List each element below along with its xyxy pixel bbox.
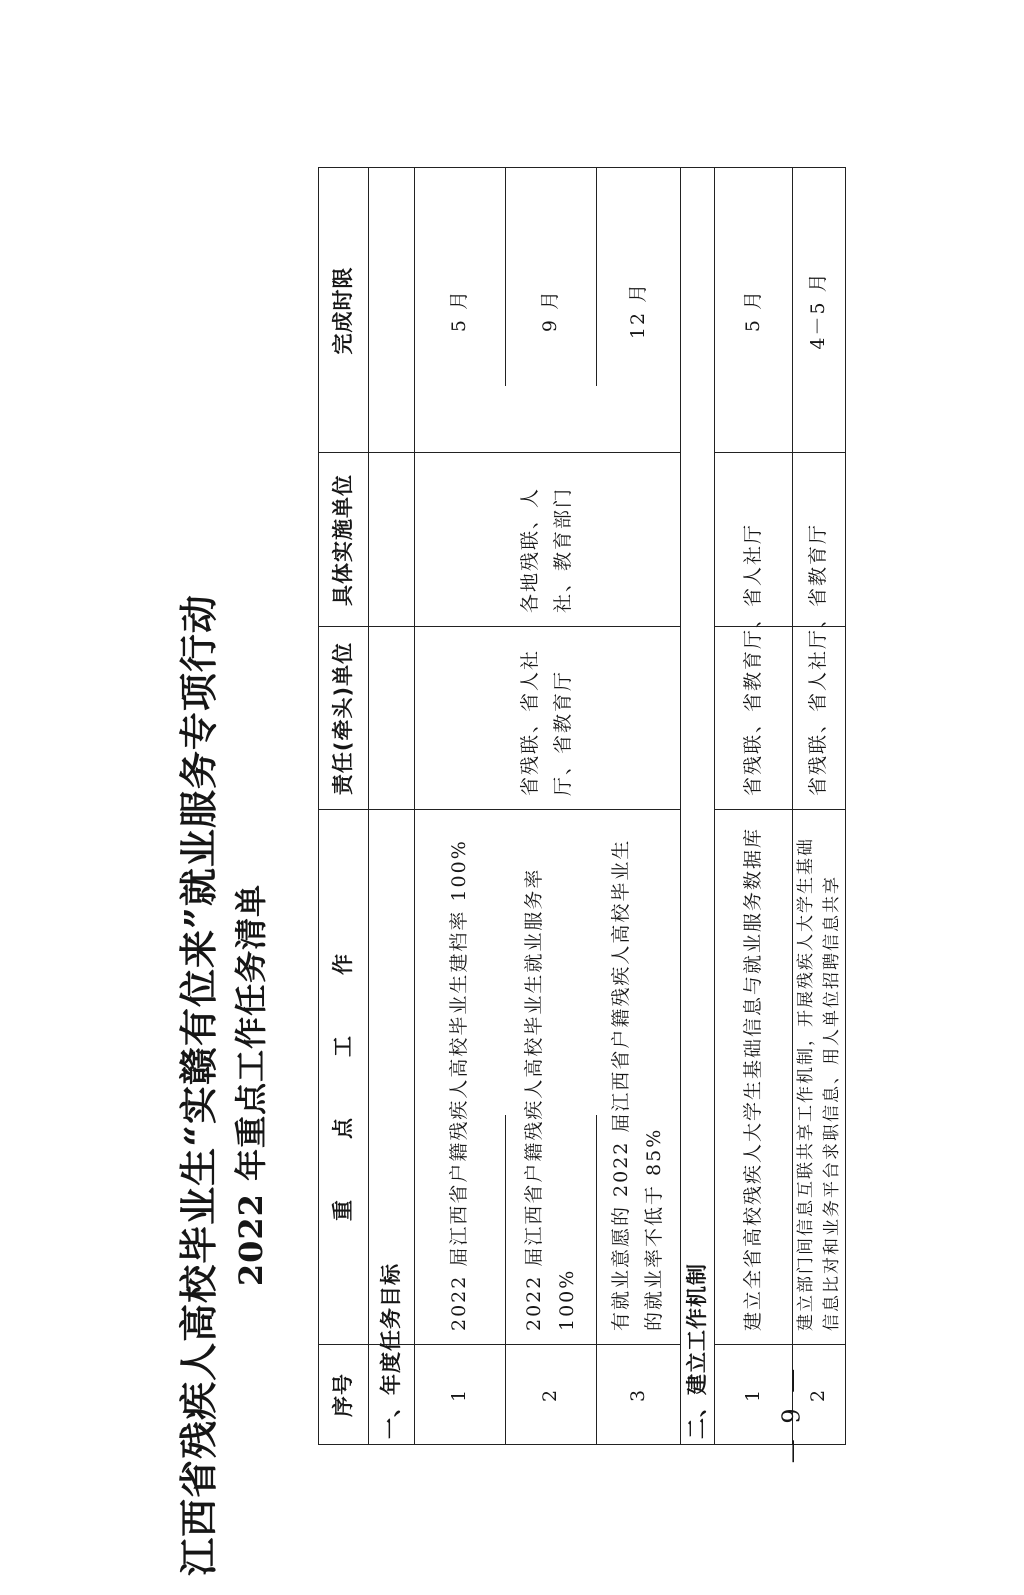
row-deadline: 12 月	[626, 281, 649, 340]
header-seq: 序号	[330, 1373, 355, 1417]
row-deadline: 4－5 月	[807, 271, 829, 350]
row-deadline: 9 月	[539, 288, 561, 333]
document-subtitle: 2022 年重点工作任务清单	[232, 883, 270, 1287]
row-lead-unit: 省残联、省人社厅、省教育厅	[807, 522, 829, 796]
row-work: 建立部门间信息互联共享工作机制，开展残疾人大学生基础信息比对和业务平台求职信息、用人单位招聘信息共享	[795, 837, 842, 1331]
header-work: 重 点 工 作	[330, 934, 355, 1221]
page-number: — 9 —	[777, 1364, 806, 1464]
row-seq: 1	[448, 1387, 470, 1403]
row-work: 有就业意愿的 2022 届江西省户籍残疾人高校毕业生的就业率不低于 85%	[610, 838, 665, 1331]
header-lead-unit: 责任(牵头)单位	[330, 641, 355, 796]
row-lead-unit: 省残联、省教育厅、省人社厅	[741, 522, 764, 796]
section-title: 一、年度任务目标	[378, 1263, 403, 1439]
rotated-table-sheet	[176, 168, 846, 1576]
row-seq: 1	[741, 1387, 764, 1403]
row-seq: 2	[807, 1387, 829, 1403]
row-deadline: 5 月	[741, 288, 764, 333]
table-border-bottom	[845, 168, 846, 1445]
section-title: 二、建立工作机制	[684, 1263, 709, 1439]
header-deadline: 完成时限	[330, 266, 355, 355]
row-seq: 3	[626, 1387, 649, 1403]
merged-implementing-unit: 各地残联、人社、教育部门	[519, 486, 574, 613]
header-implementing-unit: 具体实施单位	[330, 474, 355, 606]
row-work: 2022 届江西省户籍残疾人高校毕业生建档率 100%	[448, 839, 470, 1331]
row-deadline: 5 月	[448, 288, 470, 333]
row-seq: 2	[539, 1387, 561, 1403]
merged-lead-unit: 省残联、省人社厅、省教育厅	[519, 648, 574, 796]
document-title: 江西省残疾人高校毕业生“实赣有位来”就业服务专项行动	[176, 594, 221, 1576]
row-work: 2022 届江西省户籍残疾人高校毕业生就业服务率 100%	[522, 867, 578, 1331]
row-work: 建立全省高校残疾人大学生基础信息与就业服务数据库	[741, 826, 764, 1331]
